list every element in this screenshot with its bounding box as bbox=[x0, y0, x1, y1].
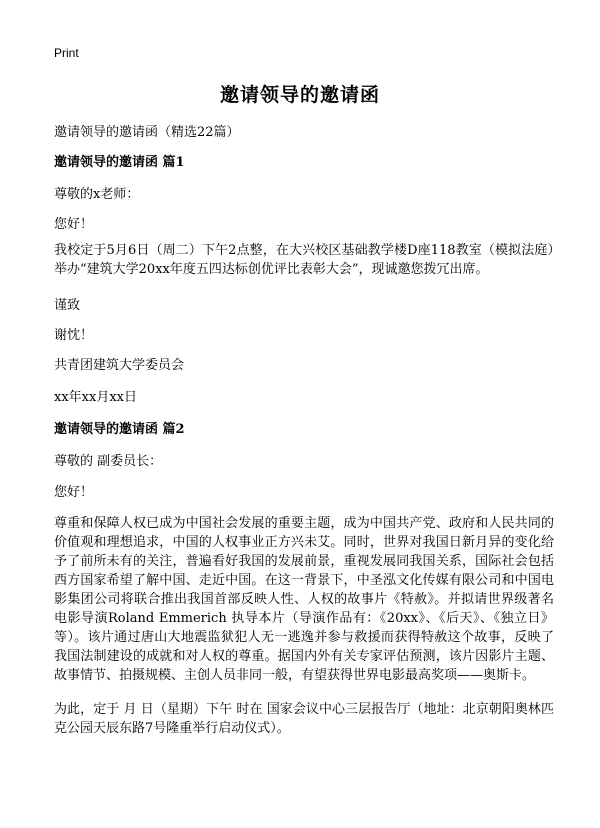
letter-2-body: 尊重和保障人权已成为中国社会发展的重要主题，成为中国共产党、政府和人民共同的价值观和理想追求，中国的人权事业正方兴未艾。同时，世界对我国日新月异的变化给予了前所未有的关注，普遍看好我国的发展前景，重视发展同我国关系，国际社会包括西方国家希望了解中国、走近中国。在这一背景下，中圣泓文化传媒有限公司和中国电影集团公司将联合推出我国首部反映人性、人权的故事片《特赦》。并拟请世界级著名电影导演Roland Emmerich 执导本片（导演作品有：《20xx》、《后天》、《独立日》等）。该片通过唐山大地震监狱犯人无一逃逸并参与救援而获得特赦这个故事，反映了我国法制建设的成就和对人权的尊重。据国内外有关专家评估预测，该片因影片主题、故事情节、拍摄规模、主创人员非同一般，有望获得世界电影最高奖项——奥斯卡。 bbox=[54, 516, 554, 683]
letter-2-greeting: 您好！ bbox=[54, 485, 94, 500]
letter-1-date: xx年xx月xx日 bbox=[54, 390, 137, 405]
letter-1-salutation: 尊敬的x老师： bbox=[54, 187, 140, 202]
letter-1-greeting: 您好！ bbox=[54, 217, 94, 232]
letter-2-heading: 邀请领导的邀请函 篇2 bbox=[54, 422, 185, 437]
letter-2-body-2: 为此，定于 月 日（星期）下午 时在 国家会议中心三层报告厅（地址：北京朝阳奥林匹克公园天辰东路7号隆重举行启动仪式）。 bbox=[54, 702, 554, 736]
document-subtitle: 邀请领导的邀请函（精选22篇） bbox=[54, 125, 240, 140]
print-link[interactable]: Print bbox=[54, 46, 79, 60]
letter-1-closing-1: 谨致 bbox=[54, 298, 81, 313]
letter-1-body: 我校定于5月6日（周二）下午2点整，在大兴校区基础教学楼D座118教室（模拟法庭）举办“建筑大学20xx年度五四达标创优评比表彰大会”，现诚邀您拨冗出席。 bbox=[54, 243, 554, 277]
letter-1-closing-2: 谢忱！ bbox=[54, 328, 94, 343]
document-title: 邀请领导的邀请函 bbox=[219, 84, 380, 106]
letter-1-heading: 邀请领导的邀请函 篇1 bbox=[54, 155, 185, 170]
letter-2-salutation: 尊敬的 副委员长： bbox=[54, 454, 163, 469]
letter-1-signature: 共青团建筑大学委员会 bbox=[54, 358, 185, 373]
